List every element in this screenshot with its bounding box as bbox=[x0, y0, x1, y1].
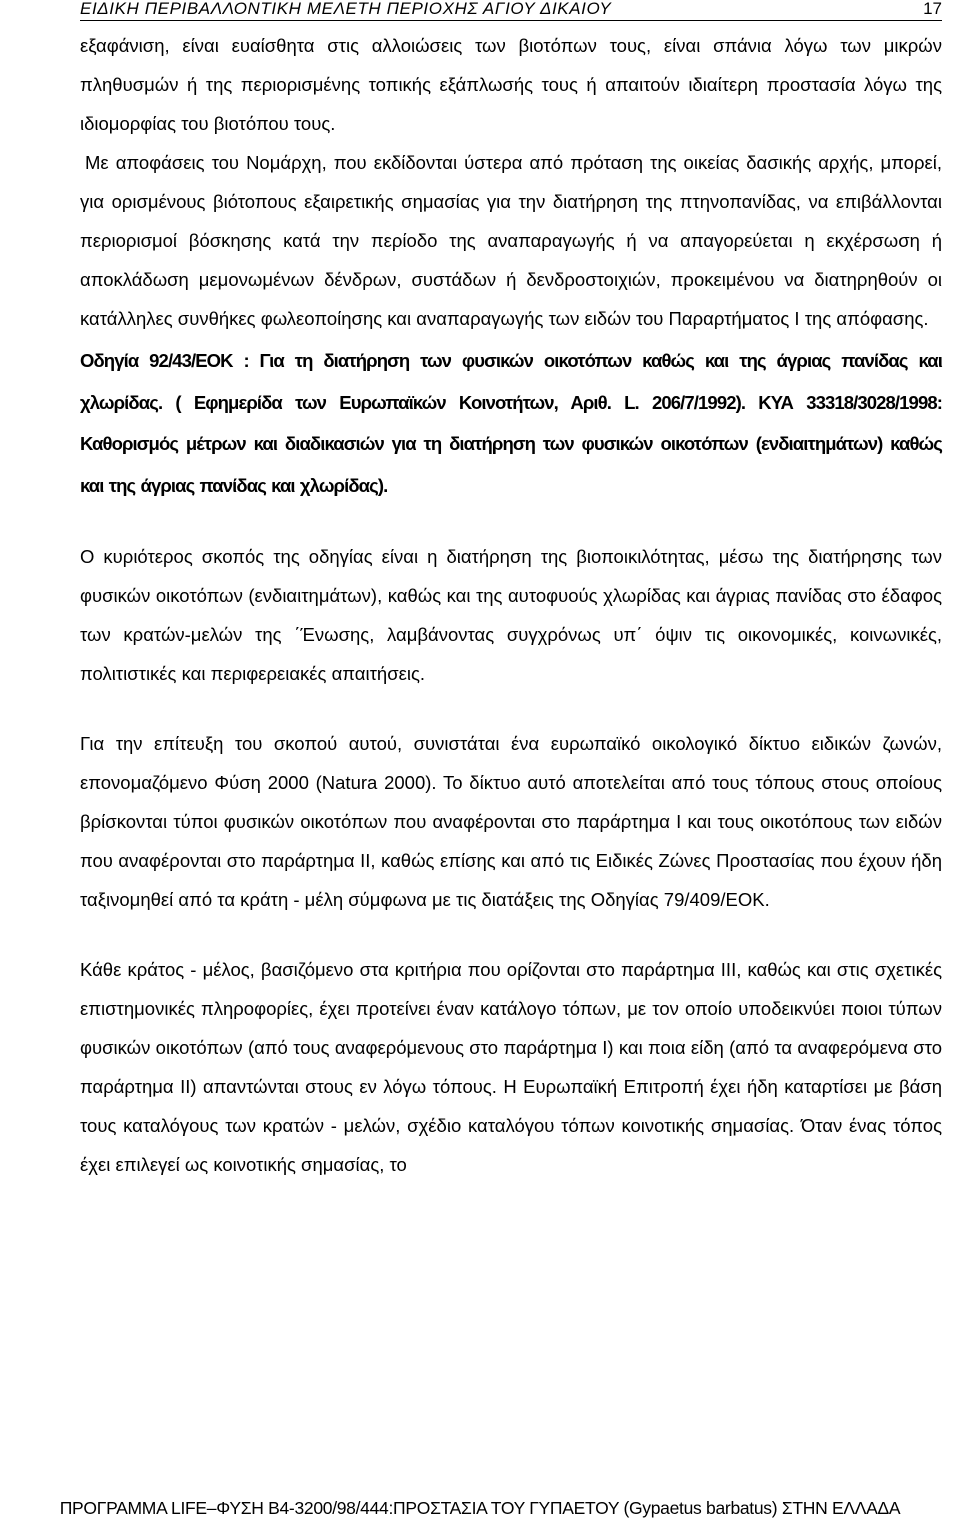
paragraph-directive-reference: Οδηγία 92/43/ΕΟΚ : Για τη διατήρηση των φυσικών οικοτόπων καθώς και της άγριας πανίδας και χλωρίδας. ( Εφημερίδα των Ευρωπαϊκών Κοινοτήτων, Αριθ. L. 206/7/1992). ΚΥΑ 33318/3028/1998: Καθορισμός μέτρων και διαδικασιών για τη διατήρηση των φυσικών οικοτόπων (ενδιαιτημάτων) καθώς και της άγριας πανίδας και χλωρίδας). bbox=[80, 350, 942, 496]
paragraph-main-purpose: Ο κυριότερος σκοπός της οδηγίας είναι η διατήρηση της βιοποικιλότητας, μέσω της διατήρησης των φυσικών οικοτόπων (ενδιαιτημάτων), καθώς και της αυτοφυούς χλωρίδας και άγριας πανίδας στο έδαφος των κρατών-μελών της ΄Ένωσης, λαμβάνοντας συγχρόνως υπ΄ όψιν τις οικονομικές, κοινωνικές, πολιτιστικές και περιφερειακές απαιτήσεις. bbox=[80, 546, 942, 684]
document-body bbox=[80, 26, 942, 1184]
header-title: ΕΙΔΙΚΗ ΠΕΡΙΒΑΛΛΟΝΤΙΚΗ ΜΕΛΕΤΗ ΠΕΡΙΟΧΗΣ ΑΓΙΟΥ ΔΙΚΑΙΟΥ bbox=[80, 0, 612, 18]
page-header bbox=[80, 0, 942, 21]
paragraph-continuation: εξαφάνιση, είναι ευαίσθητα στις αλλοιώσεις των βιοτόπων τους, είναι σπάνια λόγω των μικρών πληθυσμών ή της περιορισμένης τοπικής εξάπλωσής τους ή απαιτούν ιδιαίτερη προστασία λόγω της ιδιομορφίας του βιοτόπου τους. bbox=[80, 35, 942, 134]
page-number: 17 bbox=[923, 0, 942, 18]
paragraph-nomarch-decisions: Με αποφάσεις του Νομάρχη, που εκδίδονται ύστερα από πρόταση της οικείας δασικής αρχής, μπορεί, για ορισμένους βιότοπους εξαιρετικής σημασίας για την διατήρηση της πτηνοπανίδας, να επιβάλλονται περιορισμοί βόσκησης κατά την περίοδο της αναπαραγωγής ή να απαγορεύεται η εκχέρσωση ή αποκλάδωση μεμονωμένων δένδρων, συστάδων ή δενδροστοιχιών, προκειμένου να διατηρηθούν οι κατάλληλες συνθήκες φωλεοποίησης και αναπαραγωγής των ειδών του Παραρτήματος Ι της απόφασης. bbox=[80, 152, 942, 329]
paragraph-member-states: Κάθε κράτος - μέλος, βασιζόμενο στα κριτήρια που ορίζονται στο παράρτημα ΙΙΙ, καθώς και στις σχετικές επιστημονικές πληροφορίες, έχει προτείνει έναν κατάλογο τόπων, με τον οποίο υποδεικνύει ποιοι τύπων φυσικών οικοτόπων (από τους αναφερόμενους στο παράρτημα Ι) και ποια είδη (από τα αναφερόμενα στο παράρτημα ΙΙ) απαντώνται στους εν λόγω τόπους. Η Ευρωπαϊκή Επιτροπή έχει ήδη καταρτίσει με βάση τους καταλόγους των κρατών - μελών, σχέδιο καταλόγου τόπων κοινοτικής σημασίας. Όταν ένας τόπος έχει επιλεγεί ως κοινοτικής σημασίας, το bbox=[80, 959, 942, 1175]
paragraph-natura-network: Για την επίτευξη του σκοπού αυτού, συνιστάται ένα ευρωπαϊκό οικολογικό δίκτυο ειδικών ζωνών, επονομαζόμενο Φύση 2000 (Natura 2000). Το δίκτυο αυτό αποτελείται από τους τόπους στους οποίους βρίσκονται τύποι φυσικών οικοτόπων που αναφέρονται στο παράρτημα Ι και τους οικοτόπους των ειδών που αναφέρονται στο παράρτημα ΙΙ, καθώς επίσης και από τις Ειδικές Ζώνες Προστασίας που έχουν ήδη ταξινομηθεί από τα κράτη - μέλη σύμφωνα με τις διατάξεις της Οδηγίας 79/409/ΕΟΚ. bbox=[80, 733, 942, 910]
page-footer: ΠΡΟΓΡΑΜΜΑ LIFE–ΦΥΣΗ B4-3200/98/444:ΠΡΟΣΤΑΣΙΑ ΤΟΥ ΓΥΠΑΕΤΟΥ (Gypaetus barbatus) ΣΤΗΝ ΕΛΛΑΔΑ bbox=[59, 1498, 901, 1518]
